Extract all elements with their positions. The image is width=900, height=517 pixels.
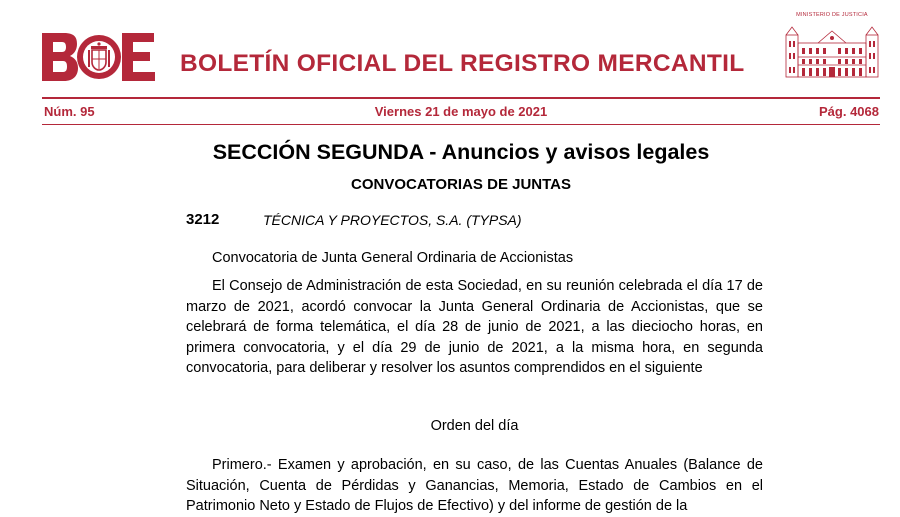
entry-company: TÉCNICA Y PROYECTOS, S.A. (TYPSA) [263, 212, 522, 228]
ministry-label: MINISTERIO DE JUSTICIA [796, 12, 868, 18]
boe-logo [42, 33, 156, 81]
ministry-emblem [784, 12, 880, 82]
gazette-title: BOLETÍN OFICIAL DEL REGISTRO MERCANTIL [180, 50, 745, 77]
section-title: SECCIÓN SEGUNDA - Anuncios y avisos legales [212, 140, 710, 164]
header-rule-top [42, 97, 880, 99]
ministry-building-icon [784, 21, 880, 81]
subsection-title: CONVOCATORIAS DE JUNTAS [350, 176, 572, 193]
entry-id: 3212 [186, 211, 220, 228]
agenda-heading: Orden del día [430, 418, 519, 434]
issue-date: Viernes 21 de mayo de 2021 [374, 104, 548, 119]
issue-number: Núm. 95 [44, 104, 95, 119]
paragraph-title: Convocatoria de Junta General Ordinaria de Accionistas [212, 250, 574, 266]
paragraph-1: El Consejo de Administración de esta Sociedad, en su reunión celebrada el día 17 de marzo de 2021, acordó convocar la Junta General Ordinaria de Accionistas, que se celebrará de forma telemática, el día 28 de junio de 2021, a las dieciocho horas, en primera convocatoria, y el día 29 de junio de 2021, a la misma hora, en segunda convocatoria, para deliberar y resolver los asuntos comprendidos en el siguiente [186, 278, 763, 376]
header-rule-bottom [42, 124, 880, 125]
page-number: Pág. 4068 [819, 104, 879, 119]
page-header [0, 0, 900, 119]
paragraph-2: Primero.- Examen y aprobación, en su caso, de las Cuentas Anuales (Balance de Situación, Cuenta de Pérdidas y Ganancias, Memoria, Estado de Cambios en el Patrimonio Neto y Estado de Flujos de Efectivo) y del informe de gestión de la [186, 457, 763, 514]
